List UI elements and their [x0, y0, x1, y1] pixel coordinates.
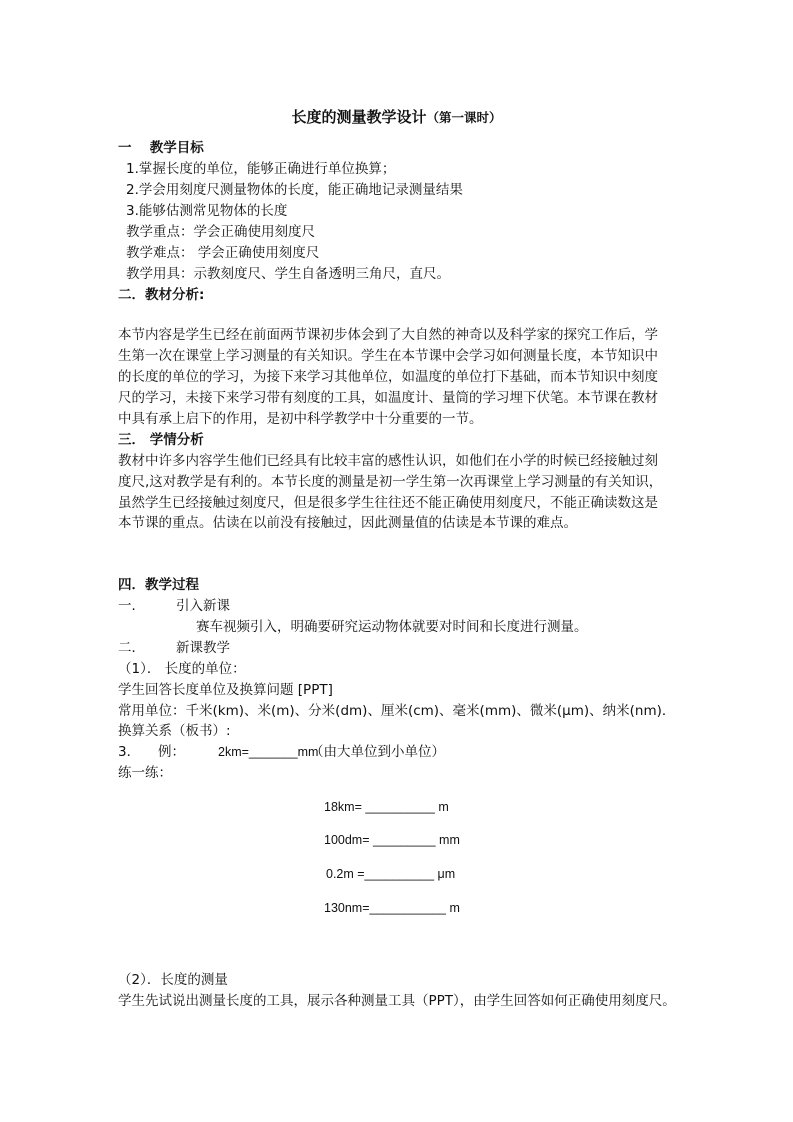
section-2-line-1: 本节内容是学生已经在前面两节课初步体会到了大自然的神奇以及科学家的探究工作后，学: [118, 327, 658, 343]
section-2-line-3: 的长度的单位的学习，为接下来学习其他单位，如温度的单位打下基础，而本节知识中刻度: [118, 369, 658, 385]
document-title: [0, 106, 793, 127]
section-4-heading: 四．教学过程: [118, 577, 199, 593]
section-3-heading: 三． 学情分析: [118, 432, 204, 448]
teaching-tools: 教学用具：示教刻度尺、学生自备透明三角尺，直尺。: [126, 266, 450, 282]
section-2-line-5: 中具有承上启下的作用，是初中科学教学中十分重要的一节。: [118, 411, 483, 427]
step-2-label: 新课教学: [176, 640, 230, 656]
subsection-1-line-a: 学生回答长度单位及换算问题 [PPT]: [118, 682, 333, 698]
step-1-text: 赛车视频引入，明确要研究运动物体就要对时间和长度进行测量。: [196, 619, 588, 635]
section-3-line-3: 虽然学生已经接触过刻度尺，但是很多学生往往还不能正确使用刻度尺，不能正确读数这是: [118, 495, 658, 511]
step-1-number: 一．: [118, 598, 145, 614]
exercise-3: 0.2m =__________ μm: [326, 867, 456, 881]
teaching-focus: 教学重点：学会正确使用刻度尺: [126, 224, 315, 240]
subsection-2-line-a: 学生先试说出测量长度的工具，展示各种测量工具（PPT），由学生回答如何正确使用刻度尺。: [118, 993, 676, 1009]
example-label: 例：: [158, 744, 185, 760]
subsection-2-heading: （2）．长度的测量: [118, 972, 228, 988]
example-number: 3．: [118, 744, 141, 760]
subsection-1-line-b: 常用单位：千米(km)、米(m)、分米(dm)、厘米(cm)、毫米(mm)、微米(μm)、纳米(nm)．: [118, 703, 676, 719]
section-1-heading: 一 教学目标: [118, 140, 204, 156]
title-main: 长度的测量教学设计: [291, 108, 427, 126]
exercise-4: 130nm=___________ m: [324, 901, 460, 915]
example-expression: 2km=_______mm: [218, 745, 319, 759]
section-2-line-2: 生第一次在课堂上学习测量的有关知识。学生在本节课中会学习如何测量长度，本节知识中: [118, 348, 658, 364]
exercise-1: 18km= __________ m: [324, 800, 449, 814]
section-3-line-2: 度尺,这对教学是有利的。本节长度的测量是初一学生第一次再课堂上学习测量的有关知识，: [118, 474, 663, 490]
step-2-number: 二．: [118, 640, 145, 656]
goal-1: 1.掌握长度的单位，能够正确进行单位换算；: [126, 161, 396, 177]
goal-3: 3.能够估测常见物体的长度: [126, 203, 288, 219]
subsection-1-heading: （1）． 长度的单位：: [118, 661, 246, 677]
example-note: （由大单位到小单位）: [310, 744, 445, 760]
section-3-line-1: 教材中许多内容学生他们已经具有比较丰富的感性认识，如他们在小学的时候已经接触过刻: [118, 453, 658, 469]
step-1-label: 引入新课: [176, 598, 230, 614]
practice-heading: 练一练：: [118, 765, 172, 781]
teaching-difficulty: 教学难点： 学会正确使用刻度尺: [126, 245, 320, 261]
title-subtitle: （第一课时）: [426, 110, 502, 125]
section-2-heading: 二．教材分析:: [118, 287, 205, 303]
section-3-line-4: 本节课的重点。估读在以前没有接触过，因此测量值的估读是本节课的难点。: [118, 515, 577, 531]
exercise-2: 100dm= _________ mm: [324, 833, 460, 847]
section-2-line-4: 尺的学习，未接下来学习带有刻度的工具，如温度计、量筒的学习埋下伏笔。本节课在教材: [118, 390, 658, 406]
goal-2: 2.学会用刻度尺测量物体的长度，能正确地记录测量结果: [126, 182, 463, 198]
subsection-1-line-c: 换算关系（板书）:: [118, 723, 231, 739]
